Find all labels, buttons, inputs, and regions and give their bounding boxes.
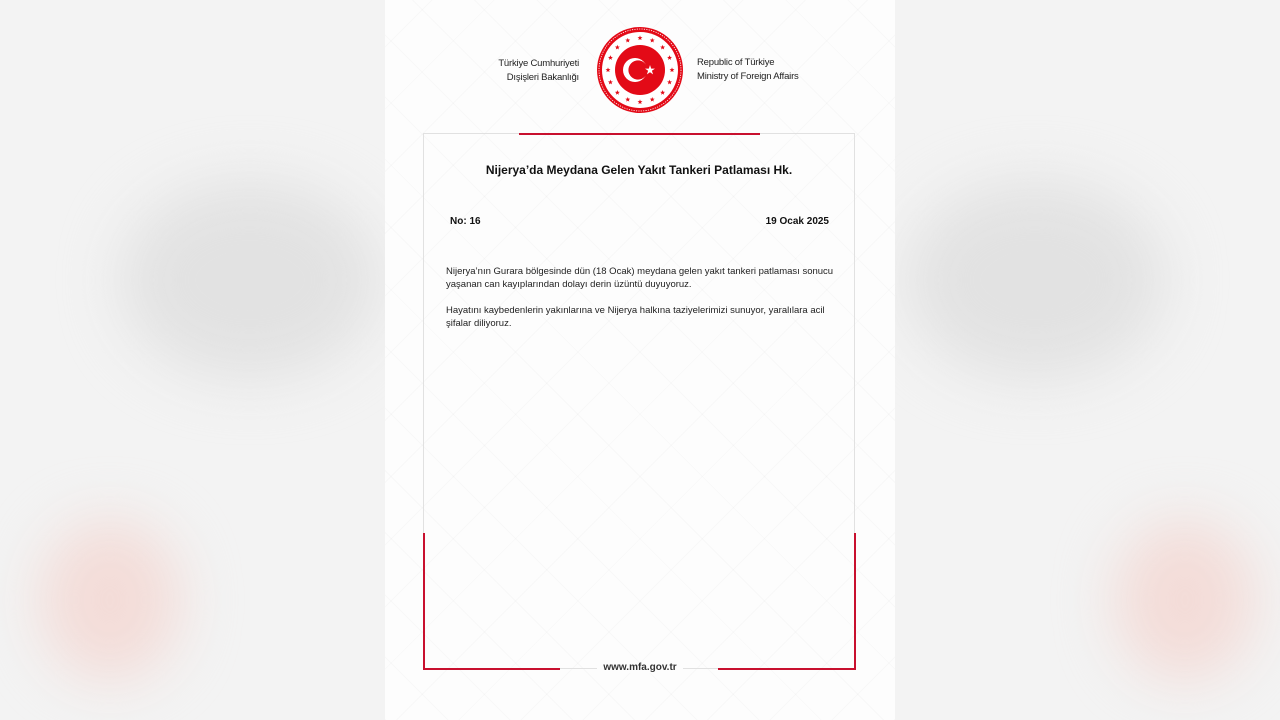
ministry-seal-icon bbox=[596, 26, 684, 114]
backdrop-blur-shape bbox=[1115, 520, 1255, 680]
website-link[interactable]: www.mfa.gov.tr bbox=[597, 662, 682, 673]
press-release-page bbox=[385, 0, 895, 720]
backdrop-blur-shape bbox=[905, 180, 1165, 380]
bottom-left-corner-vertical bbox=[423, 533, 425, 670]
header-turkish-name bbox=[385, 57, 579, 85]
bottom-right-corner-vertical bbox=[854, 533, 856, 670]
header-right-line1: Republic of Türkiye bbox=[697, 57, 775, 68]
body-paragraph: Nijerya’nın Gurara bölgesinde dün (18 Ocak) meydana gelen yakıt tankeri patlaması sonucu yaşanan can kayıplarından dolayı derin üzüntü duyuyoruz. bbox=[446, 266, 834, 290]
header-right-line2: Ministry of Foreign Affairs bbox=[697, 71, 799, 82]
header-left-line2: Dışişleri Bakanlığı bbox=[506, 72, 579, 83]
backdrop-blur-shape bbox=[120, 180, 380, 380]
footer bbox=[385, 662, 895, 673]
document-number: No: 16 bbox=[450, 216, 481, 227]
blurred-backdrop-left bbox=[0, 0, 385, 720]
document-title: Nijerya’da Meydana Gelen Yakıt Tankeri Patlaması Hk. bbox=[485, 163, 793, 177]
body-paragraph: Hayatını kaybedenlerin yakınlarına ve Nijerya halkına taziyelerimizi sunuyor, yaralılara acil şifalar diliyoruz. bbox=[446, 305, 825, 329]
backdrop-blur-shape bbox=[40, 520, 180, 680]
blurred-backdrop-right bbox=[895, 0, 1280, 720]
content-frame bbox=[423, 133, 855, 669]
header-english-name bbox=[697, 56, 799, 84]
document-date: 19 Ocak 2025 bbox=[765, 216, 829, 227]
header-left-line1: Türkiye Cumhuriyeti bbox=[498, 58, 579, 69]
document-body bbox=[446, 265, 838, 343]
top-accent-line bbox=[519, 133, 760, 135]
